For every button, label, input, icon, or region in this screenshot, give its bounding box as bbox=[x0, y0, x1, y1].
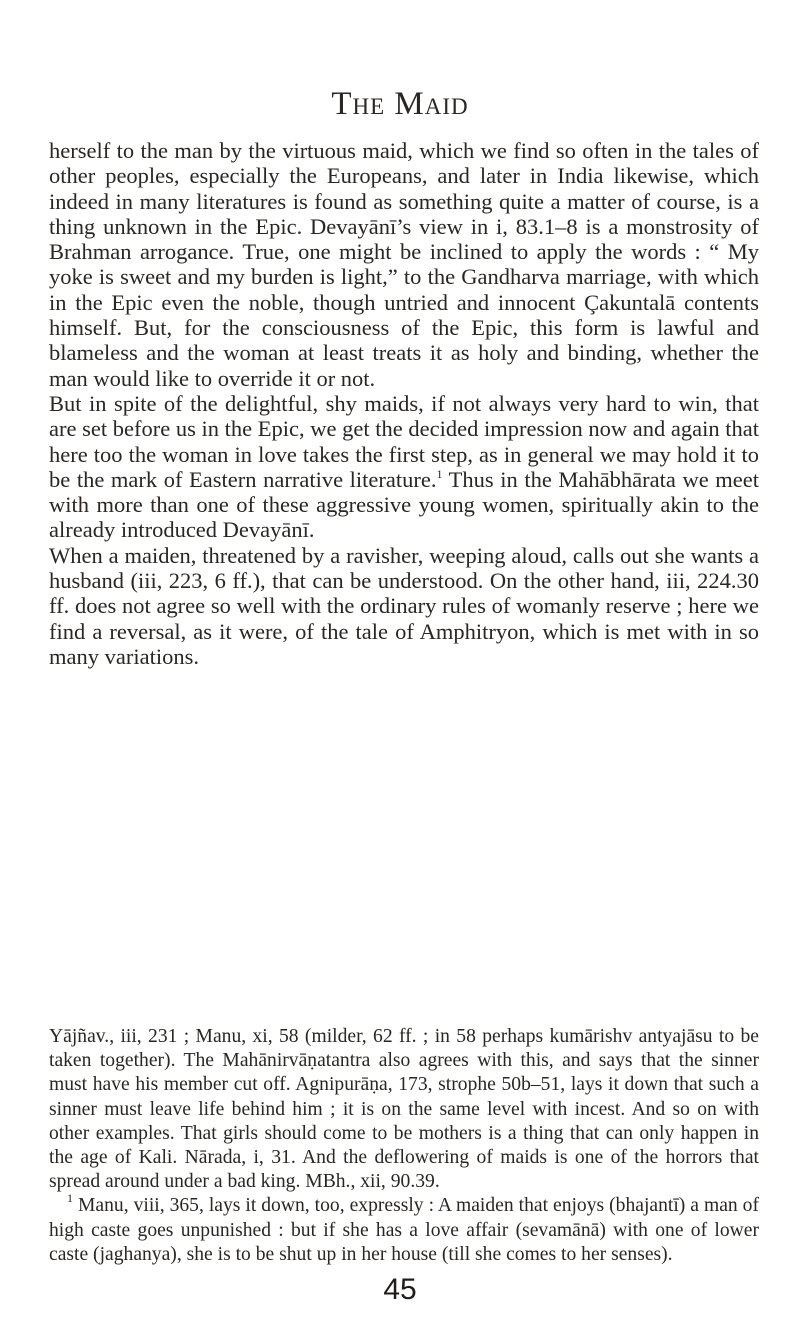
page-number: 45 bbox=[383, 1273, 417, 1306]
footnote-1-text: Manu, viii, 365, lays it down, too, expressly : A maiden that enjoys (bhajantī) a man of high caste goes unpunished : but if she has a love affair (sevamānā) with one of lower caste (jaghanya), she is to be shut up in her house (till she comes to her senses). bbox=[49, 1195, 759, 1265]
continued-footnote: Yājñav., iii, 231 ; Manu, xi, 58 (milder, 62 ff. ; in 58 perhaps kumārishv antyajāsu to be taken together). The Mahānirvāṇatantra also agrees with this, and says that the sinner must have his member cut off. Agnipurāṇa, 173, strophe 50b–51, lays it down that such a sinner must leave life behind him ; it is on the same level with incest. And so on with other examples. That girls should come to be mothers is a thing that can only happen in the age of Kali. Nārada, i, 31. And the deflowering of maids is one of the horrors that spread around under a bad king. MBh., xii, 90.39. bbox=[49, 1026, 759, 1193]
paragraph-1: herself to the man by the virtuous maid, which we find so often in the tales of other peoples, especially the Europeans, and later in India likewise, which indeed in many literatures is found as something quite a matter of course, is a thing unknown in the Epic. Devayānī’s view in i, 83.1–8 is a monstrosity of Brahman arrogance. True, one might be inclined to apply the words : “ My yoke is sweet and my burden is light,” to the Gandharva marriage, with which in the Epic even the noble, though untried and innocent Çakuntalā contents himself. But, for the consciousness of the Epic, this form is lawful and blameless and the woman at least treats it as holy and binding, whether the man would like to override it or not. bbox=[49, 138, 759, 391]
footnote-marker-1: 1 bbox=[67, 1191, 73, 1206]
footnote-1 bbox=[49, 1191, 759, 1267]
footnote-reference-1: 1 bbox=[436, 466, 443, 481]
paragraph-2-text-1: But in spite of the delightful, shy maids, if not always very hard to win, that are set before us in the Epic, we get the decided impression now and again that here too the woman in love takes the first step, as in general we may hold it to be the mark of Eastern narrative literature. bbox=[49, 390, 759, 492]
main-text bbox=[49, 138, 759, 669]
paragraph-3: When a maiden, threatened by a ravisher, weeping aloud, calls out she wants a husband (iii, 223, 6 ff.), that can be understood. On the other hand, iii, 224.30 ff. does not agree so well with the ordinary rules of womanly reserve ; here we find a reversal, as it were, of the tale of Amphitryon, which is met with in so many variations. bbox=[49, 542, 759, 669]
footnotes bbox=[49, 1025, 759, 1267]
paragraph-2-text-2: Thus in the Mahābhārata we meet with more than one of these aggressive young women, spiritually akin to the already introduced Devayānī. bbox=[49, 466, 759, 543]
paragraph-2 bbox=[49, 391, 759, 543]
running-head: The Maid bbox=[331, 86, 469, 122]
